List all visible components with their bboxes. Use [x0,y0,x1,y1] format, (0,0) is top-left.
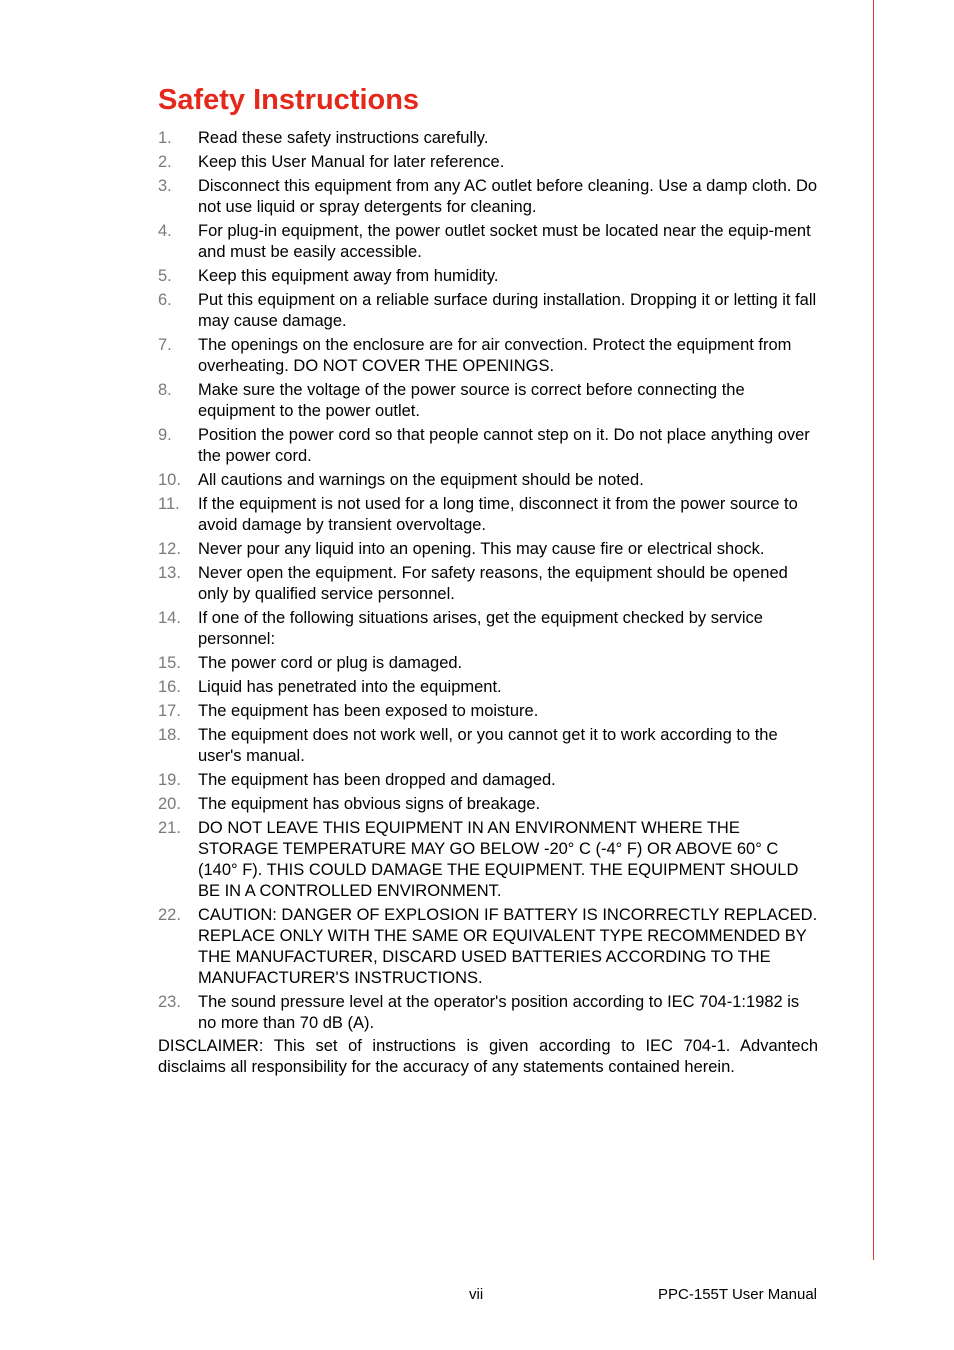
item-number: 3. [158,177,172,195]
list-item [158,677,818,698]
item-text: DO NOT LEAVE THIS EQUIPMENT IN AN ENVIRONMENT WHERE THE STORAGE TEMPERATURE MAY GO BELOW -20° C (-4° F) OR ABOVE 60° C (140° F). THIS COULD DAMAGE THE EQUIPMENT. THE EQUIPMENT SHOULD BE IN A CONTROLLED ENVIRONMENT. [198,819,799,900]
item-text: Keep this User Manual for later reference. [198,153,505,171]
list-item [158,725,818,767]
item-text: Liquid has penetrated into the equipment. [198,678,502,696]
list-item [158,905,818,989]
item-text: The sound pressure level at the operator's position according to IEC 704-1:1982 is no more than 70 dB (A). [198,993,800,1032]
item-text: CAUTION: DANGER OF EXPLOSION IF BATTERY IS INCORRECTLY REPLACED. REPLACE ONLY WITH THE SAME OR EQUIVALENT TYPE RECOMMENDED BY THE MANUFACTURER, DISCARD USED BATTERIES ACCORDING TO THE MANUFACTURER'S INSTRUCTIONS. [198,906,818,987]
item-text: Read these safety instructions carefully. [198,129,489,147]
list-item [158,539,818,560]
item-number: 14. [158,609,181,627]
page-number: vii [469,1286,484,1303]
item-number: 17. [158,702,181,720]
list-item [158,653,818,674]
item-text: If the equipment is not used for a long time, disconnect it from the power source to avoid damage by transient overvoltage. [198,495,798,534]
item-number: 16. [158,678,181,696]
list-item [158,770,818,791]
list-item [158,176,818,218]
item-number: 19. [158,771,181,789]
item-number: 7. [158,336,172,354]
item-text: Keep this equipment away from humidity. [198,267,499,285]
list-item [158,701,818,722]
item-number: 22. [158,906,181,924]
item-number: 6. [158,291,172,309]
list-item [158,335,818,377]
item-number: 2. [158,153,172,171]
item-text: Never pour any liquid into an opening. This may cause fire or electrical shock. [198,540,765,558]
item-number: 8. [158,381,172,399]
item-text: Never open the equipment. For safety reasons, the equipment should be opened only by qualified service personnel. [198,564,788,603]
item-text: The power cord or plug is damaged. [198,654,463,672]
item-text: Put this equipment on a reliable surface during installation. Dropping it or letting it fall may cause damage. [198,291,817,330]
item-text: The equipment has been exposed to moisture. [198,702,539,720]
item-text: The equipment has been dropped and damaged. [198,771,556,789]
item-number: 1. [158,129,172,147]
list-item [158,794,818,815]
item-number: 5. [158,267,172,285]
list-item [158,818,818,902]
item-text: Position the power cord so that people cannot step on it. Do not place anything over the power cord. [198,426,810,465]
item-text: All cautions and warnings on the equipment should be noted. [198,471,644,489]
item-text: The openings on the enclosure are for air convection. Protect the equipment from overheating. DO NOT COVER THE OPENINGS. [198,336,792,375]
item-number: 20. [158,795,181,813]
list-item [158,425,818,467]
item-text: The equipment has obvious signs of breakage. [198,795,541,813]
item-number: 23. [158,993,181,1011]
list-item [158,563,818,605]
list-item [158,608,818,650]
list-item [158,290,818,332]
item-number: 11. [158,495,180,513]
item-text: Make sure the voltage of the power source is correct before connecting the equipment to the power outlet. [198,381,745,420]
list-item [158,380,818,422]
list-item [158,494,818,536]
list-item [158,221,818,263]
safety-instructions-list [158,128,818,1037]
page-title: Safety Instructions [158,84,420,116]
list-item [158,992,818,1034]
item-number: 15. [158,654,181,672]
item-number: 9. [158,426,172,444]
disclaimer: DISCLAIMER: This set of instructions is given according to IEC 704-1. Advantech disclaims all responsibility for the accuracy of any statements contained herein. [158,1037,818,1076]
item-number: 13. [158,564,181,582]
item-text: Disconnect this equipment from any AC outlet before cleaning. Use a damp cloth. Do not use liquid or spray detergents for cleaning. [198,177,818,216]
list-item [158,266,818,287]
manual-name: PPC-155T User Manual [658,1286,817,1303]
item-number: 12. [158,540,181,558]
item-text: The equipment does not work well, or you cannot get it to work according to the user's manual. [198,726,778,765]
item-number: 18. [158,726,181,744]
item-number: 10. [158,471,181,489]
item-number: 4. [158,222,172,240]
item-text: If one of the following situations arises, get the equipment checked by service personnel: [198,609,763,648]
margin-rule [873,0,874,1260]
item-number: 21. [158,819,181,837]
list-item [158,470,818,491]
item-text: For plug-in equipment, the power outlet socket must be located near the equip-ment and must be easily accessible. [198,222,811,261]
list-item [158,152,818,173]
list-item [158,128,818,149]
